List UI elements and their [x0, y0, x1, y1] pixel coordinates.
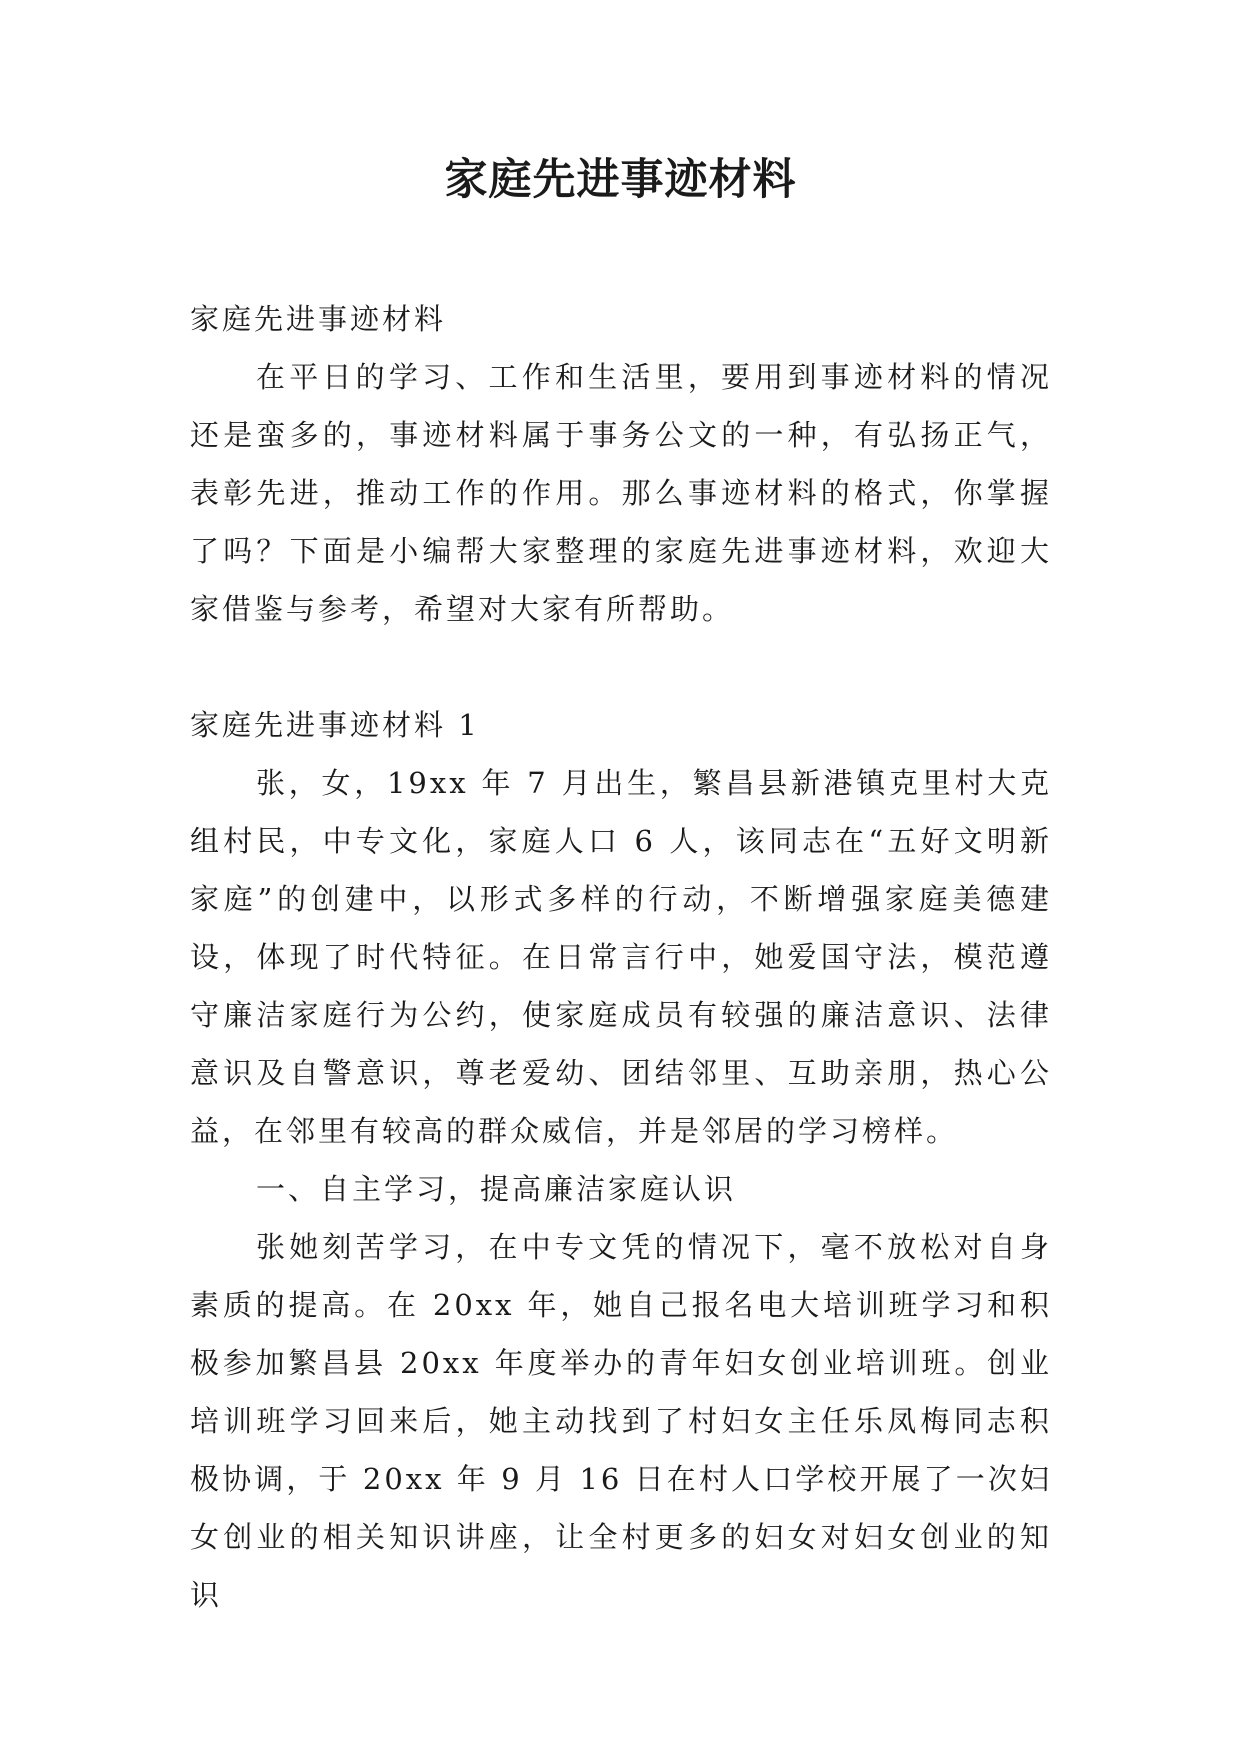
paragraph-gap	[190, 638, 1052, 696]
section-paragraph-1: 张，女，19xx 年 7 月出生，繁昌县新港镇克里村大克组村民，中专文化，家庭人口 6 人，该同志在“五好文明新家庭”的创建中，以形式多样的行动，不断增强家庭美德建设，体现了时代特征。在日常言行中，她爱国守法，模范遵守廉洁家庭行为公约，使家庭成员有较强的廉洁意识、法律意识及自警意识，尊老爱幼、团结邻里、互助亲朋，热心公益，在邻里有较高的群众威信，并是邻居的学习榜样。	[190, 766, 1052, 1148]
section-subheading: 一、自主学习，提高廉洁家庭认识	[256, 1172, 737, 1206]
section-paragraph-2: 张她刻苦学习，在中专文凭的情况下，毫不放松对自身素质的提高。在 20xx 年，她自己报名电大培训班学习和积极参加繁昌县 20xx 年度举办的青年妇女创业培训班。创业培训班学习回来后，她主动找到了村妇女主任乐凤梅同志积极协调，于 20xx 年 9 月 16 日在村人口学校开展了一次妇女创业的相关知识讲座，让全村更多的妇女对妇女创业的知识	[190, 1230, 1052, 1612]
document-body	[190, 290, 1052, 1624]
section-heading: 家庭先进事迹材料 1	[190, 708, 480, 742]
intro-paragraph: 在平日的学习、工作和生活里，要用到事迹材料的情况还是蛮多的，事迹材料属于事务公文的一种，有弘扬正气，表彰先进，推动工作的作用。那么事迹材料的格式，你掌握了吗？下面是小编帮大家整理的家庭先进事迹材料，欢迎大家借鉴与参考，希望对大家有所帮助。	[190, 360, 1052, 626]
document-subtitle: 家庭先进事迹材料	[190, 302, 447, 336]
document-title: 家庭先进事迹材料	[444, 155, 797, 205]
